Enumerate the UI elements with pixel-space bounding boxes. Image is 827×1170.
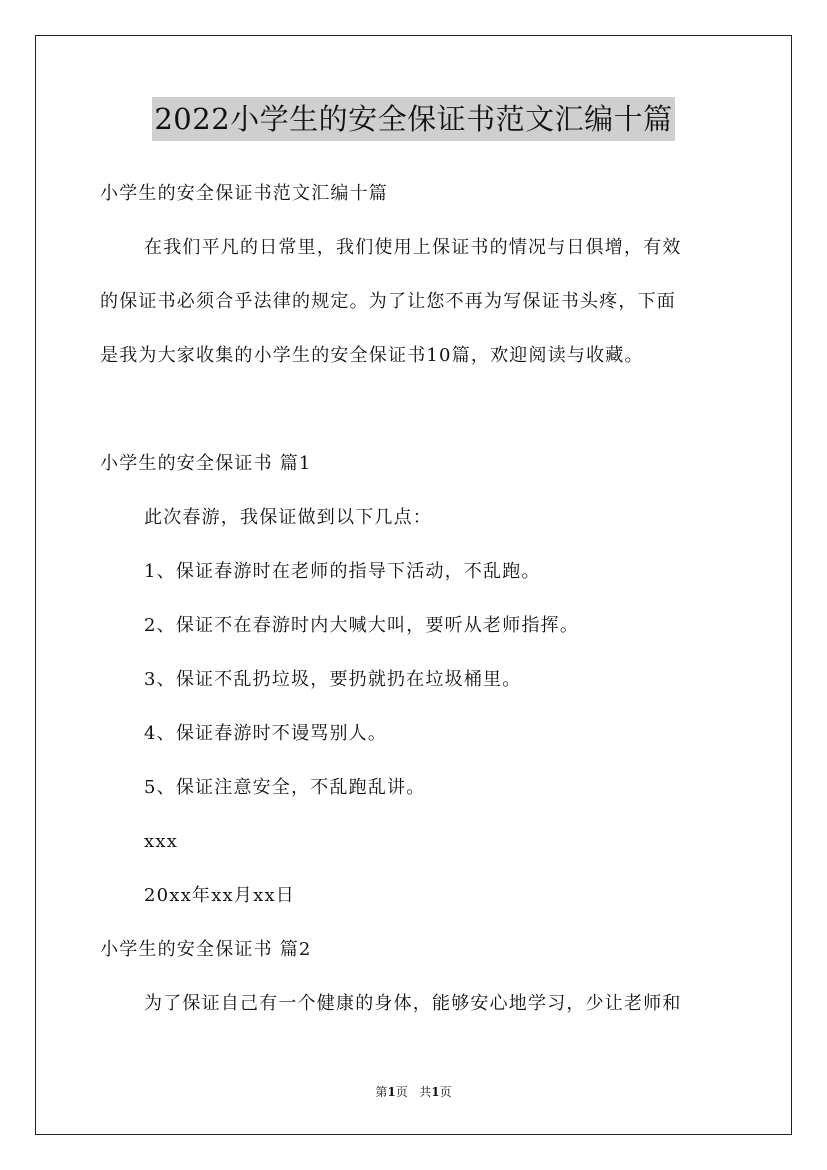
list-item-5: 5、保证注意安全，不乱跑乱讲。 (144, 777, 426, 798)
subtitle: 小学生的安全保证书范文汇编十篇 (100, 183, 388, 204)
signature-name: xxx (144, 831, 179, 852)
list-item-4: 4、保证春游时不谩骂别人。 (144, 723, 388, 744)
title-container (0, 97, 827, 141)
intro-paragraph-line-1: 在我们平凡的日常里，我们使用上保证书的情况与日俱增，有效 (144, 237, 682, 258)
footer-page-suffix: 页 (395, 1085, 408, 1099)
intro-paragraph-line-2: 的保证书必须合乎法律的规定。为了让您不再为写保证书头疼，下面 (100, 291, 676, 312)
list-item-2: 2、保证不在春游时内大喊大叫，要听从老师指挥。 (144, 615, 580, 636)
section-heading-1: 小学生的安全保证书 篇1 (100, 453, 312, 474)
footer-page-prefix: 第 (375, 1085, 388, 1099)
paragraph-line: 此次春游，我保证做到以下几点： (144, 507, 432, 528)
list-item-3: 3、保证不乱扔垃圾，要扔就扔在垃圾桶里。 (144, 669, 522, 690)
footer-total-number: 1 (431, 1085, 440, 1099)
signature-date: 20xx年xx月xx日 (144, 885, 296, 906)
intro-paragraph-line-3: 是我为大家收集的小学生的安全保证书10篇，欢迎阅读与收藏。 (100, 345, 644, 366)
paragraph-line: 为了保证自己有一个健康的身体，能够安心地学习，少让老师和 (144, 993, 682, 1014)
footer-total-suffix: 页 (439, 1085, 452, 1099)
list-item-1: 1、保证春游时在老师的指导下活动，不乱跑。 (144, 561, 541, 582)
footer-total-prefix: 共 (419, 1085, 432, 1099)
footer-page-number: 1 (387, 1085, 396, 1099)
section-heading-2: 小学生的安全保证书 篇2 (100, 939, 312, 960)
document-title: 2022小学生的安全保证书范文汇编十篇 (152, 97, 674, 141)
page-footer (0, 1084, 827, 1100)
